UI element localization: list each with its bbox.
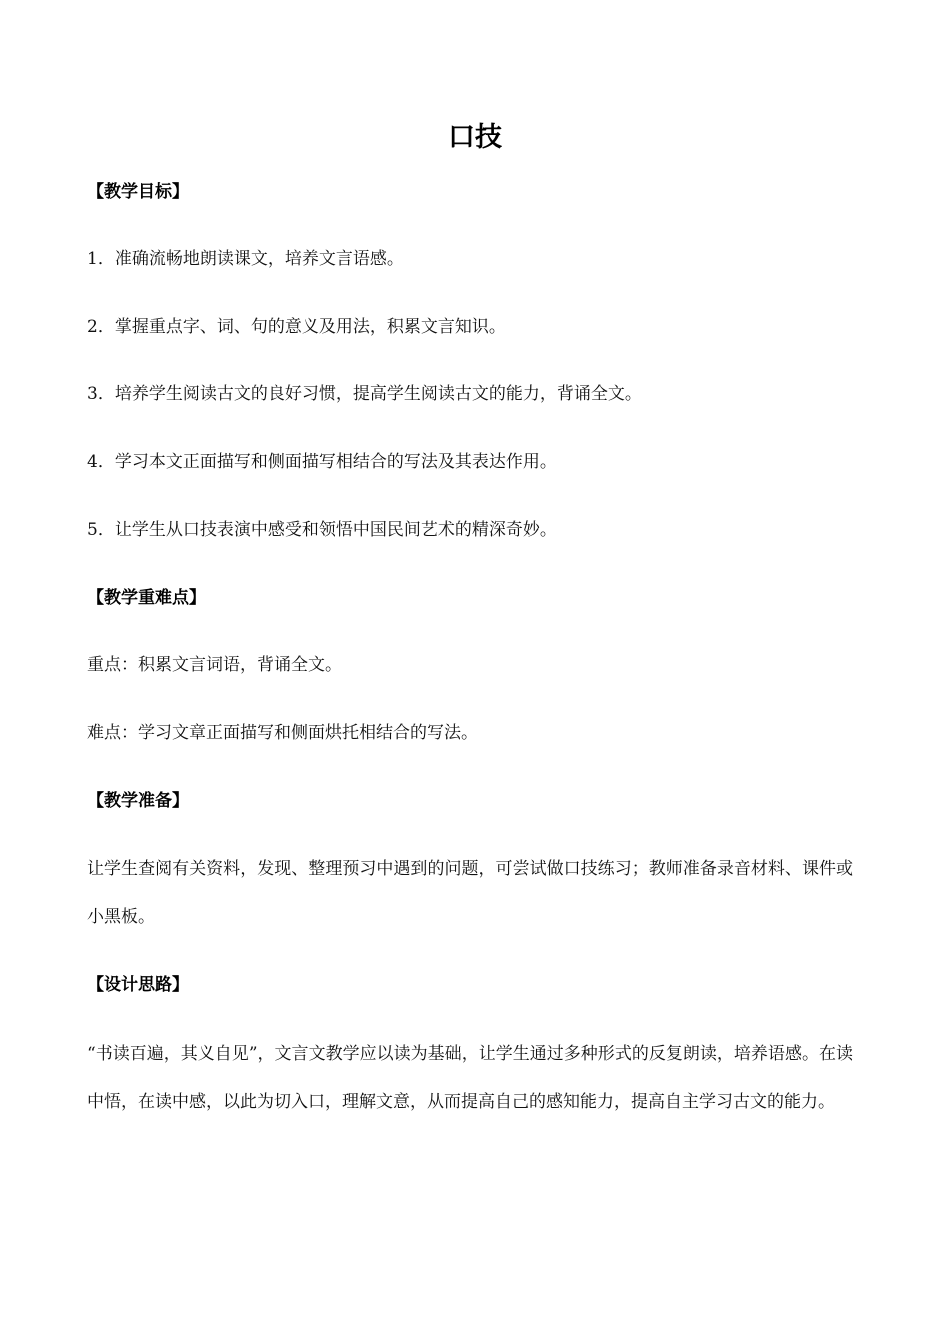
section-heading-objectives: 【教学目标】 [87, 182, 189, 202]
objective-item-5: 5．让学生从口技表演中感受和领悟中国民间艺术的精深奇妙。 [87, 520, 557, 540]
document-title: 口技 [448, 122, 502, 153]
objective-item-2: 2．掌握重点字、词、句的意义及用法，积累文言知识。 [87, 317, 506, 337]
section-heading-preparation: 【教学准备】 [87, 791, 189, 811]
objective-item-3: 3．培养学生阅读古文的良好习惯，提高学生阅读古文的能力，背诵全文。 [87, 384, 642, 404]
design-paragraph: “书读百遍，其义自见”，文言文教学应以读为基础，让学生通过多种形式的反复朗读，培养语感。在读中悟，在读中感，以此为切入口，理解文意，从而提高自己的感知能力，提高自主学习古文的能力。 [87, 1044, 853, 1112]
objective-item-4: 4．学习本文正面描写和侧面描写相结合的写法及其表达作用。 [87, 452, 557, 472]
section-heading-design: 【设计思路】 [87, 975, 189, 995]
objective-item-1: 1．准确流畅地朗读课文，培养文言语感。 [87, 249, 404, 269]
preparation-paragraph: 让学生查阅有关资料，发现、整理预习中遇到的问题，可尝试做口技练习；教师准备录音材料、课件或小黑板。 [87, 859, 853, 927]
difficulty-text: 难点：学习文章正面描写和侧面烘托相结合的写法。 [87, 723, 478, 743]
section-heading-key-points: 【教学重难点】 [87, 588, 206, 608]
key-point-text: 重点：积累文言词语，背诵全文。 [87, 655, 342, 675]
